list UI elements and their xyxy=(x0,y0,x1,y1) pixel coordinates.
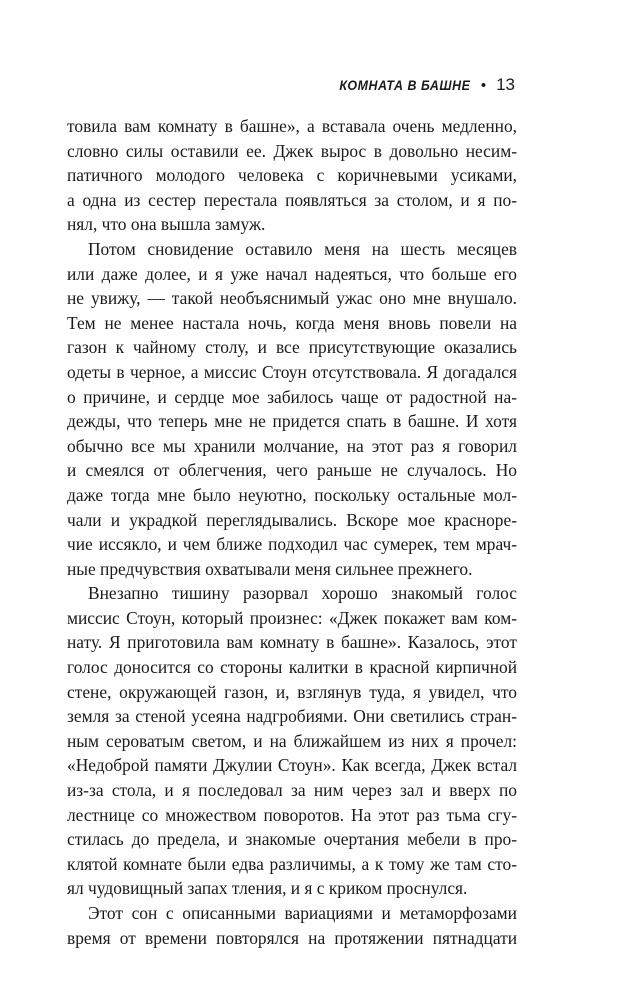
running-bullet: • xyxy=(480,76,487,94)
text-line: миссис Стоун, который произнес: «Джек покажет вам ком- xyxy=(67,607,517,628)
text-line: обычно все мы хранили молчание, на этот раз я говорил xyxy=(67,435,517,456)
text-line: товила вам комнату в башне», а вставала очень медленно, xyxy=(67,116,517,136)
text-line: лестнице со множеством поворотов. На этот раз тьма сгу- xyxy=(67,804,517,825)
text-line: клятой комнате были едва различимы, а к тому же там сто- xyxy=(67,853,517,874)
text-line: не увижу, — такой необъяснимый ужас оно мне внушало. xyxy=(67,288,517,309)
text-line: Тем не менее настала ночь, когда меня вновь повели на xyxy=(67,312,517,333)
text-line: чие иссякло, и чем ближе подходил час сумерек, тем мрач- xyxy=(67,534,517,555)
text-line: нял, что она вышла замуж. xyxy=(67,214,266,235)
body-text xyxy=(67,114,517,950)
text-line: даже тогда мне было неуютно, поскольку остальные мол- xyxy=(67,484,517,505)
text-line: Этот сон с описанными вариациями и метаморфозами xyxy=(88,903,517,923)
text-line: время от времени повторялся на протяжении пятнадцати xyxy=(67,927,517,948)
text-line: ные предчувствия охватывали меня сильнее прежнего. xyxy=(67,558,473,579)
text-line: ял чудовищный запах тления, и я с криком проснулся. xyxy=(67,878,468,899)
text-line: а одна из сестер перестала появляться за столом, и я по- xyxy=(67,189,517,210)
text-line: из-за стола, и я последовал за ним через зал и вверх по xyxy=(67,780,517,801)
text-line: голос доносится со стороны калитки в красной кирпичной xyxy=(67,657,517,678)
text-line: ным сероватым светом, и на ближайшем из них я прочел: xyxy=(67,730,517,751)
text-line: патичного молодого человека с коричневыми усиками, xyxy=(67,165,517,186)
text-line: и смеялся от облегчения, чего раньше не случалось. Но xyxy=(67,460,517,481)
text-line: нату. Я приготовила вам комнату в башне». Казалось, этот xyxy=(67,632,517,653)
text-line: Потом сновидение оставило меня на шесть месяцев xyxy=(88,238,517,259)
text-line: земля за стеной усеяна надгробиями. Они светились стран- xyxy=(67,706,517,727)
text-line: «Недоброй памяти Джулии Стоун». Как всегда, Джек встал xyxy=(67,755,517,776)
text-line: стене, окружающей газон, и, взглянув туда, я увидел, что xyxy=(67,681,517,702)
text-line: одеты в черное, а миссис Стоун отсутствовала. Я догадался xyxy=(67,361,517,382)
text-line: или даже долее, и я уже начал надеяться, что больше его xyxy=(67,263,517,284)
text-line: газон к чайному столу, и все присутствующие оказались xyxy=(67,337,517,358)
text-line: о причине, и сердце мое забилось чаще от радостной на- xyxy=(67,386,517,407)
text-line: стилась до предела, и знакомые очертания мебели в про- xyxy=(67,829,517,850)
page-number: 13 xyxy=(496,75,515,94)
text-line: чали и украдкой переглядывались. Вскоре мое красноре- xyxy=(67,509,517,530)
text-line: Внезапно тишину разорвал хорошо знакомый голос xyxy=(88,583,517,604)
running-head xyxy=(328,75,515,95)
running-title: КОМНАТА В БАШНЕ xyxy=(339,77,471,93)
text-line: словно силы оставили ее. Джек вырос в довольно несим- xyxy=(67,140,517,161)
text-line: дежды, что теперь мне не придется спать в башне. И хотя xyxy=(67,411,517,432)
